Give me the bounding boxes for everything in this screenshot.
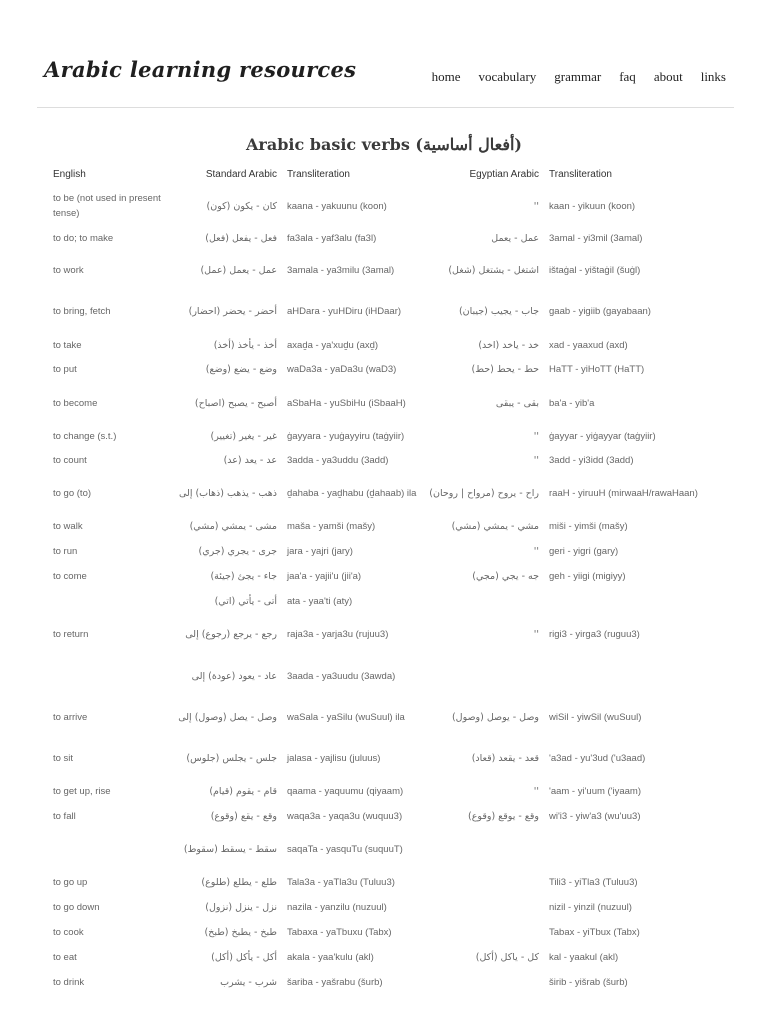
- cell-english: to do; to make: [53, 232, 114, 244]
- cell-transliteration-egyptian: wi'i3 - yiw'a3 (wu'uu3): [549, 810, 641, 822]
- cell-standard-arabic: نزل - ينزل (نزول): [205, 901, 277, 913]
- cell-transliteration: ḏahaba - yaḏhabu (ḏahaab) ila: [287, 487, 417, 499]
- cell-transliteration-egyptian: Tili3 - yiTla3 (Tuluu3): [549, 876, 638, 888]
- table-row: [48, 538, 732, 564]
- table-row: [48, 514, 732, 538]
- cell-standard-arabic: شرب - يشرب: [220, 976, 277, 988]
- cell-transliteration-egyptian: 3add - yi3idd (3add): [549, 454, 634, 466]
- cell-standard-arabic: أحضر - يحضر (احضار): [188, 305, 277, 317]
- cell-transliteration: raja3a - yarja3u (rujuu3): [287, 628, 389, 640]
- cell-transliteration: fa3ala - yaf3alu (fa3l): [287, 232, 377, 244]
- table-row: [48, 356, 732, 382]
- cell-english: [48, 588, 166, 614]
- cell-egyptian-arabic: جاب - يجيب (جيبان): [458, 305, 539, 317]
- table-row: [48, 288, 732, 334]
- cell-egyptian-arabic: '': [533, 785, 539, 797]
- cell-transliteration: šariba - yašrabu (šurb): [287, 976, 383, 988]
- cell-transliteration-egyptian: kal - yaakul (akl): [549, 951, 619, 963]
- table-row: [48, 868, 732, 896]
- cell-transliteration: 3adda - ya3uddu (3add): [287, 454, 389, 466]
- cell-standard-arabic: كان - يكون (كون): [206, 200, 277, 212]
- table-row: [48, 472, 732, 514]
- cell-egyptian-arabic: عمل - يعمل: [491, 232, 539, 244]
- cell-english: to go up: [53, 876, 88, 888]
- cell-transliteration-egyptian: Tabax - yiTbux (Tabx): [549, 926, 640, 938]
- cell-english: [48, 830, 166, 868]
- cell-standard-arabic: غير - يغير (تغيير): [210, 430, 277, 442]
- cell-transliteration-egyptian: ba'a - yib'a: [549, 397, 595, 409]
- cell-transliteration: akala - yaa'kulu (akl): [287, 951, 374, 963]
- cell-english: to come: [53, 570, 87, 582]
- cell-transliteration-egyptian: rigi3 - yirga3 (ruguu3): [549, 628, 640, 640]
- cell-english: to arrive: [53, 711, 88, 723]
- cell-standard-arabic: ذهب - يذهب (ذهاب) إلى: [179, 487, 277, 499]
- cell-transliteration-egyptian: geh - yiigi (migiyy): [549, 570, 626, 582]
- cell-transliteration-egyptian: [544, 830, 732, 868]
- cell-english: to put: [53, 363, 77, 375]
- cell-egyptian-arabic: كل - ياكل (أكل): [475, 951, 539, 963]
- cell-transliteration: saqaTa - yasquTu (suquuT): [287, 843, 403, 855]
- nav-home[interactable]: home: [431, 69, 461, 84]
- cell-egyptian-arabic: قعد - يقعد (قعاد): [471, 752, 539, 764]
- cell-standard-arabic: أكل - يأكل (أكل): [211, 951, 277, 963]
- cell-egyptian-arabic: '': [533, 200, 539, 212]
- cell-english: to cook: [53, 926, 84, 938]
- table-row: [48, 918, 732, 946]
- cell-transliteration-egyptian: HaTT - yiHoTT (HaTT): [549, 363, 645, 375]
- cell-english: to run: [53, 545, 78, 557]
- cell-standard-arabic: أخذ - يأخذ (أخذ): [213, 339, 277, 351]
- cell-transliteration-egyptian: geri - yigri (gary): [549, 545, 619, 557]
- table-row: [48, 736, 732, 780]
- cell-transliteration: Tala3a - yaTla3u (Tuluu3): [287, 876, 395, 888]
- header-egyptian-arabic: Egyptian Arabic: [469, 168, 539, 180]
- cell-standard-arabic: وقع - يقع (وقوع): [210, 810, 277, 822]
- table-row: [48, 334, 732, 356]
- cell-standard-arabic: جلس - يجلس (جلوس): [186, 752, 277, 764]
- cell-egyptian-arabic: '': [533, 430, 539, 442]
- nav-grammar[interactable]: grammar: [554, 69, 602, 84]
- page-title: Arabic basic verbs (أفعال أساسية): [246, 134, 522, 154]
- cell-egyptian-arabic: اشتغل - يشتغل (شغل): [448, 264, 539, 276]
- table-row: [48, 830, 732, 868]
- table-row: [48, 968, 732, 996]
- table-row: [48, 614, 732, 654]
- cell-egyptian-arabic: حط - يحط (حط): [471, 363, 539, 375]
- cell-standard-arabic: جرى - يجري (جري): [198, 545, 277, 557]
- table-row: [48, 224, 732, 252]
- cell-egyptian-arabic: جه - يجي (مجي): [472, 570, 539, 582]
- cell-english: to be (not used in present tense): [53, 193, 161, 219]
- cell-english: [48, 654, 166, 698]
- nav-links[interactable]: links: [700, 69, 726, 84]
- cell-egyptian-arabic: [422, 896, 544, 918]
- cell-standard-arabic: عد - يعد (عد): [223, 454, 277, 466]
- cell-standard-arabic: سقط - يسقط (سقوط): [183, 843, 277, 855]
- cell-standard-arabic: وصل - يصل (وصول) إلى: [178, 711, 277, 723]
- table-row: [48, 698, 732, 736]
- site-title[interactable]: Arabic learning resources: [44, 57, 357, 82]
- table-body: [48, 188, 732, 996]
- header-standard-arabic: Standard Arabic: [205, 168, 277, 180]
- table-row: [48, 564, 732, 588]
- cell-egyptian-arabic: [422, 654, 544, 698]
- cell-standard-arabic: جاء - يجئ (جيئة): [210, 570, 277, 582]
- header-transliteration: Transliteration: [287, 168, 350, 180]
- cell-transliteration: maša - yamši (mašy): [287, 520, 376, 532]
- cell-transliteration: waqa3a - yaqa3u (wuquu3): [287, 810, 403, 822]
- cell-egyptian-arabic: خد - ياخد (اخد): [478, 339, 539, 351]
- cell-transliteration: waDa3a - yaDa3u (waD3): [287, 363, 397, 375]
- cell-egyptian-arabic: بقى - يبقى: [495, 397, 539, 409]
- cell-egyptian-arabic: '': [533, 454, 539, 466]
- table-row: [48, 382, 732, 424]
- cell-egyptian-arabic: '': [533, 545, 539, 557]
- cell-transliteration: waSala - yaSilu (wuSuul) ila: [287, 711, 405, 723]
- cell-transliteration: aHDara - yuHDiru (iHDaar): [287, 305, 402, 317]
- cell-transliteration: jara - yajri (jary): [287, 545, 353, 557]
- table-row: [48, 252, 732, 288]
- table-row: [48, 896, 732, 918]
- cell-transliteration: ġayyara - yuġayyiru (taġyiir): [287, 430, 405, 442]
- header-english: English: [53, 168, 86, 180]
- cell-english: to go down: [53, 901, 100, 913]
- cell-egyptian-arabic: [422, 868, 544, 896]
- cell-standard-arabic: رجع - يرجع (رجوع) إلى: [185, 628, 277, 640]
- header-divider: [37, 107, 734, 108]
- cell-english: to bring, fetch: [53, 305, 111, 317]
- table-row: [48, 448, 732, 472]
- cell-egyptian-arabic: وقع - يوقع (وقوع): [468, 810, 539, 822]
- cell-egyptian-arabic: [422, 830, 544, 868]
- cell-transliteration-egyptian: [544, 588, 732, 614]
- cell-transliteration: ata - yaa'ti (aty): [287, 595, 353, 607]
- cell-egyptian-arabic: [422, 918, 544, 946]
- cell-english: to change (s.t.): [53, 430, 117, 442]
- cell-english: to become: [53, 397, 98, 409]
- verbs-table: [48, 160, 732, 996]
- cell-egyptian-arabic: راح - يروح (مرواح | روحان): [429, 487, 539, 499]
- cell-transliteration: 3aada - ya3uudu (3awda): [287, 670, 396, 682]
- cell-transliteration: Tabaxa - yaTbuxu (Tabx): [287, 926, 392, 938]
- cell-transliteration-egyptian: [544, 654, 732, 698]
- cell-transliteration: qaama - yaquumu (qiyaam): [287, 785, 404, 797]
- cell-egyptian-arabic: [422, 588, 544, 614]
- nav-faq[interactable]: faq: [619, 69, 636, 84]
- table-row: [48, 654, 732, 698]
- cell-egyptian-arabic: '': [533, 628, 539, 640]
- cell-standard-arabic: أتى - يأتي (اتي): [214, 595, 277, 607]
- cell-transliteration: jaa'a - yajii'u (jii'a): [287, 570, 362, 582]
- cell-standard-arabic: أصبح - يصبح (اصباح): [194, 397, 277, 409]
- cell-transliteration-egyptian: 'aam - yi'uum ('iyaam): [549, 785, 642, 797]
- table-row: [48, 802, 732, 830]
- cell-transliteration: jalasa - yajlisu (juluus): [287, 752, 381, 764]
- site-header: [0, 0, 768, 108]
- cell-egyptian-arabic: مشي - يمشي (مشي): [451, 520, 539, 532]
- cell-transliteration: kaana - yakuunu (koon): [287, 200, 387, 212]
- cell-transliteration: axaḏa - ya'xuḏu (axḏ): [287, 339, 379, 351]
- header-transliteration-egyptian: Transliteration: [549, 168, 612, 180]
- cell-transliteration-egyptian: wiSil - yiwSil (wuSuul): [549, 711, 642, 723]
- cell-standard-arabic: عمل - يعمل (عمل): [200, 264, 277, 276]
- cell-standard-arabic: مشى - يمشي (مشي): [189, 520, 277, 532]
- cell-transliteration-egyptian: ġayyar - yiġayyar (taġyiir): [549, 430, 656, 442]
- cell-transliteration-egyptian: miši - yimši (mašy): [549, 520, 628, 532]
- cell-standard-arabic: قام - يقوم (قيام): [209, 785, 277, 797]
- cell-transliteration-egyptian: gaab - yigiib (gayabaan): [549, 305, 651, 317]
- cell-english: to walk: [53, 520, 83, 532]
- cell-transliteration-egyptian: nizil - yinzil (nuzuul): [549, 901, 632, 913]
- cell-transliteration-egyptian: raaH - yiruuH (mirwaaH/rawaHaan): [549, 487, 698, 499]
- table-row: [48, 588, 732, 614]
- cell-transliteration-egyptian: ištaġal - yištaġil (šuġl): [549, 264, 641, 276]
- cell-english: to drink: [53, 976, 85, 988]
- cell-english: to sit: [53, 752, 74, 764]
- cell-english: to get up, rise: [53, 785, 111, 797]
- cell-transliteration-egyptian: širib - yišrab (šurb): [549, 976, 628, 988]
- cell-standard-arabic: عاد - يعود (عودة) إلى: [191, 670, 277, 682]
- cell-transliteration: nazila - yanzilu (nuzuul): [287, 901, 387, 913]
- cell-english: to go (to): [53, 487, 92, 499]
- cell-transliteration: aSbaHa - yuSbiHu (iSbaaH): [287, 397, 406, 409]
- nav-vocabulary[interactable]: vocabulary: [478, 69, 537, 84]
- table-row: [48, 424, 732, 448]
- cell-english: to eat: [53, 951, 77, 963]
- nav-about[interactable]: about: [653, 69, 683, 84]
- cell-egyptian-arabic: [422, 968, 544, 996]
- cell-transliteration-egyptian: 3amal - yi3mil (3amal): [549, 232, 643, 244]
- cell-egyptian-arabic: وصل - يوصل (وصول): [451, 711, 539, 723]
- cell-transliteration-egyptian: xad - yaaxud (axd): [549, 339, 628, 351]
- table-row: [48, 188, 732, 224]
- cell-transliteration-egyptian: 'a3ad - yu'3ud ('u3aad): [549, 752, 646, 764]
- cell-english: to count: [53, 454, 87, 466]
- cell-standard-arabic: طبخ - يطبخ (طبخ): [204, 926, 277, 938]
- cell-transliteration-egyptian: kaan - yikuun (koon): [549, 200, 636, 212]
- cell-standard-arabic: وضع - يضع (وضع): [205, 363, 277, 375]
- table-row: [48, 946, 732, 968]
- cell-english: to work: [53, 264, 84, 276]
- table-header-row: [48, 160, 732, 188]
- cell-english: to return: [53, 628, 89, 640]
- main-nav: [414, 69, 726, 85]
- cell-standard-arabic: طلع - يطلع (طلوع): [201, 876, 277, 888]
- cell-transliteration: 3amala - ya3milu (3amal): [287, 264, 395, 276]
- cell-english: to fall: [53, 810, 76, 822]
- cell-standard-arabic: فعل - يفعل (فعل): [205, 232, 277, 244]
- cell-english: to take: [53, 339, 82, 351]
- table-row: [48, 780, 732, 802]
